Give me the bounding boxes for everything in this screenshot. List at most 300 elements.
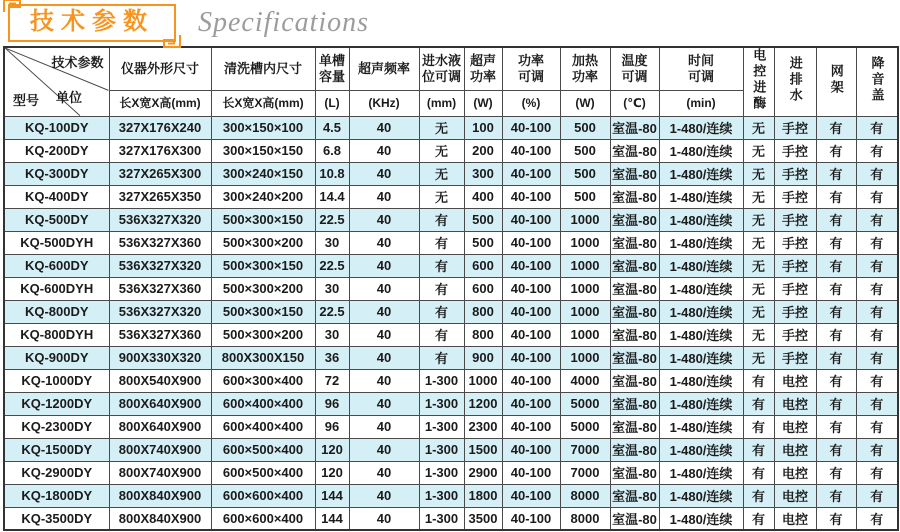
value-cell: 手控 bbox=[774, 231, 816, 254]
value-cell: 1-480/连续 bbox=[659, 185, 743, 208]
col-header-capacity: 单槽 容量 bbox=[315, 47, 349, 90]
col-header-power-adjust: 功率 可调 bbox=[502, 47, 560, 90]
value-cell: 室温-80 bbox=[610, 484, 659, 507]
diagonal-corner-cell bbox=[4, 47, 109, 116]
value-cell: 室温-80 bbox=[610, 139, 659, 162]
model-cell: KQ-1800DY bbox=[4, 484, 109, 507]
value-cell: 1-480/连续 bbox=[659, 323, 743, 346]
value-cell: 40 bbox=[349, 369, 419, 392]
value-cell: 300×240×200 bbox=[211, 185, 315, 208]
value-cell: 有 bbox=[856, 208, 898, 231]
value-cell: 96 bbox=[315, 392, 349, 415]
col-header-enzyme-control: 电控进酶 bbox=[743, 47, 774, 116]
value-cell: 1-300 bbox=[419, 484, 464, 507]
value-cell: 有 bbox=[856, 461, 898, 484]
value-cell: 72 bbox=[315, 369, 349, 392]
value-cell: 无 bbox=[743, 208, 774, 231]
value-cell: 30 bbox=[315, 323, 349, 346]
value-cell: 120 bbox=[315, 461, 349, 484]
value-cell: 40-100 bbox=[502, 484, 560, 507]
table-row bbox=[4, 208, 898, 231]
value-cell: 电控 bbox=[774, 507, 816, 530]
value-cell: 327X265X350 bbox=[109, 185, 211, 208]
value-cell: 327X176X240 bbox=[109, 116, 211, 139]
value-cell: 500×300×200 bbox=[211, 277, 315, 300]
corner-label-unit: 单位 bbox=[56, 90, 83, 105]
value-cell: 有 bbox=[856, 162, 898, 185]
value-cell: 1-300 bbox=[419, 369, 464, 392]
value-cell: 40 bbox=[349, 438, 419, 461]
col-header-tank-size: 清洗槽内尺寸 bbox=[211, 47, 315, 90]
value-cell: 无 bbox=[419, 139, 464, 162]
value-cell: 有 bbox=[743, 369, 774, 392]
unit-frequency: (KHz) bbox=[349, 90, 419, 116]
model-cell: KQ-900DY bbox=[4, 346, 109, 369]
value-cell: 手控 bbox=[774, 208, 816, 231]
value-cell: 327X265X300 bbox=[109, 162, 211, 185]
value-cell: 有 bbox=[743, 415, 774, 438]
value-cell: 800X840X900 bbox=[109, 507, 211, 530]
value-cell: 电控 bbox=[774, 438, 816, 461]
value-cell: 40 bbox=[349, 185, 419, 208]
value-cell: 30 bbox=[315, 231, 349, 254]
value-cell: 无 bbox=[419, 116, 464, 139]
table-row bbox=[4, 231, 898, 254]
value-cell: 1-300 bbox=[419, 438, 464, 461]
table-row bbox=[4, 300, 898, 323]
value-cell: 无 bbox=[743, 277, 774, 300]
value-cell: 有 bbox=[743, 507, 774, 530]
value-cell: 手控 bbox=[774, 185, 816, 208]
value-cell: 900 bbox=[464, 346, 502, 369]
value-cell: 300×150×150 bbox=[211, 139, 315, 162]
value-cell: 有 bbox=[856, 139, 898, 162]
value-cell: 4000 bbox=[560, 369, 610, 392]
value-cell: 1000 bbox=[560, 323, 610, 346]
value-cell: 500×300×150 bbox=[211, 208, 315, 231]
value-cell: 有 bbox=[816, 323, 856, 346]
col-header-temp-adjust: 温度 可调 bbox=[610, 47, 659, 90]
value-cell: 327X176X300 bbox=[109, 139, 211, 162]
model-cell: KQ-2300DY bbox=[4, 415, 109, 438]
model-cell: KQ-200DY bbox=[4, 139, 109, 162]
value-cell: 40-100 bbox=[502, 277, 560, 300]
table-row bbox=[4, 369, 898, 392]
value-cell: 1-480/连续 bbox=[659, 438, 743, 461]
value-cell: 无 bbox=[743, 162, 774, 185]
value-cell: 4.5 bbox=[315, 116, 349, 139]
value-cell: 1500 bbox=[464, 438, 502, 461]
value-cell: 有 bbox=[419, 346, 464, 369]
value-cell: 40 bbox=[349, 323, 419, 346]
unit-outer-size: 长X宽X高(mm) bbox=[109, 90, 211, 116]
value-cell: 1-480/连续 bbox=[659, 277, 743, 300]
model-cell: KQ-600DYH bbox=[4, 277, 109, 300]
value-cell: 40 bbox=[349, 139, 419, 162]
value-cell: 1000 bbox=[560, 208, 610, 231]
value-cell: 室温-80 bbox=[610, 277, 659, 300]
value-cell: 40 bbox=[349, 461, 419, 484]
value-cell: 3500 bbox=[464, 507, 502, 530]
unit-tank-size: 长X宽X高(mm) bbox=[211, 90, 315, 116]
table-row bbox=[4, 438, 898, 461]
value-cell: 200 bbox=[464, 139, 502, 162]
value-cell: 无 bbox=[419, 162, 464, 185]
model-cell: KQ-500DYH bbox=[4, 231, 109, 254]
value-cell: 有 bbox=[856, 415, 898, 438]
value-cell: 800X640X900 bbox=[109, 392, 211, 415]
unit-time-adjust: (min) bbox=[659, 90, 743, 116]
page-title: 技术参数 bbox=[30, 8, 154, 35]
value-cell: 1000 bbox=[560, 300, 610, 323]
value-cell: 有 bbox=[743, 484, 774, 507]
value-cell: 500 bbox=[464, 208, 502, 231]
value-cell: 手控 bbox=[774, 254, 816, 277]
value-cell: 40-100 bbox=[502, 415, 560, 438]
value-cell: 手控 bbox=[774, 300, 816, 323]
value-cell: 手控 bbox=[774, 139, 816, 162]
value-cell: 有 bbox=[856, 392, 898, 415]
col-header-drainage: 进排水 bbox=[774, 47, 816, 116]
value-cell: 1-480/连续 bbox=[659, 369, 743, 392]
value-cell: 40 bbox=[349, 415, 419, 438]
model-cell: KQ-600DY bbox=[4, 254, 109, 277]
value-cell: 40 bbox=[349, 277, 419, 300]
value-cell: 有 bbox=[856, 369, 898, 392]
value-cell: 室温-80 bbox=[610, 461, 659, 484]
page-subtitle: Specifications bbox=[198, 7, 370, 38]
value-cell: 40-100 bbox=[502, 116, 560, 139]
value-cell: 500 bbox=[560, 116, 610, 139]
value-cell: 800X740X900 bbox=[109, 461, 211, 484]
unit-heating-power: (W) bbox=[560, 90, 610, 116]
value-cell: 500 bbox=[560, 162, 610, 185]
value-cell: 有 bbox=[419, 208, 464, 231]
value-cell: 500 bbox=[464, 231, 502, 254]
value-cell: 144 bbox=[315, 484, 349, 507]
value-cell: 500×300×150 bbox=[211, 300, 315, 323]
value-cell: 有 bbox=[419, 323, 464, 346]
model-cell: KQ-500DY bbox=[4, 208, 109, 231]
value-cell: 1-300 bbox=[419, 415, 464, 438]
table-row bbox=[4, 162, 898, 185]
value-cell: 7000 bbox=[560, 461, 610, 484]
model-cell: KQ-800DYH bbox=[4, 323, 109, 346]
value-cell: 电控 bbox=[774, 369, 816, 392]
col-header-outer-size: 仪器外形尺寸 bbox=[109, 47, 211, 90]
value-cell: 7000 bbox=[560, 438, 610, 461]
value-cell: 536X327X320 bbox=[109, 254, 211, 277]
value-cell: 8000 bbox=[560, 507, 610, 530]
value-cell: 有 bbox=[816, 139, 856, 162]
value-cell: 600×500×400 bbox=[211, 461, 315, 484]
value-cell: 无 bbox=[743, 139, 774, 162]
value-cell: 96 bbox=[315, 415, 349, 438]
col-header-heating-power: 加热 功率 bbox=[560, 47, 610, 90]
value-cell: 手控 bbox=[774, 346, 816, 369]
value-cell: 40-100 bbox=[502, 139, 560, 162]
value-cell: 室温-80 bbox=[610, 369, 659, 392]
value-cell: 有 bbox=[816, 415, 856, 438]
value-cell: 800X840X900 bbox=[109, 484, 211, 507]
value-cell: 1-480/连续 bbox=[659, 208, 743, 231]
value-cell: 40 bbox=[349, 231, 419, 254]
value-cell: 536X327X360 bbox=[109, 231, 211, 254]
value-cell: 10.8 bbox=[315, 162, 349, 185]
value-cell: 40-100 bbox=[502, 461, 560, 484]
value-cell: 40 bbox=[349, 346, 419, 369]
value-cell: 1-300 bbox=[419, 392, 464, 415]
model-cell: KQ-400DY bbox=[4, 185, 109, 208]
value-cell: 无 bbox=[743, 185, 774, 208]
value-cell: 有 bbox=[816, 346, 856, 369]
value-cell: 有 bbox=[419, 254, 464, 277]
value-cell: 40 bbox=[349, 162, 419, 185]
specifications-table bbox=[3, 46, 899, 531]
value-cell: 电控 bbox=[774, 415, 816, 438]
table-row bbox=[4, 277, 898, 300]
value-cell: 1-480/连续 bbox=[659, 461, 743, 484]
model-cell: KQ-2900DY bbox=[4, 461, 109, 484]
table-row bbox=[4, 346, 898, 369]
value-cell: 有 bbox=[816, 116, 856, 139]
value-cell: 40-100 bbox=[502, 369, 560, 392]
corner-ornament-icon bbox=[163, 34, 181, 49]
value-cell: 有 bbox=[816, 185, 856, 208]
value-cell: 有 bbox=[856, 507, 898, 530]
value-cell: 800X740X900 bbox=[109, 438, 211, 461]
value-cell: 400 bbox=[464, 185, 502, 208]
value-cell: 室温-80 bbox=[610, 438, 659, 461]
value-cell: 14.4 bbox=[315, 185, 349, 208]
table-row bbox=[4, 461, 898, 484]
value-cell: 100 bbox=[464, 116, 502, 139]
value-cell: 有 bbox=[856, 277, 898, 300]
value-cell: 40 bbox=[349, 116, 419, 139]
value-cell: 1-480/连续 bbox=[659, 231, 743, 254]
value-cell: 无 bbox=[743, 254, 774, 277]
value-cell: 有 bbox=[816, 392, 856, 415]
unit-ultrasonic-power: (W) bbox=[464, 90, 502, 116]
value-cell: 1-480/连续 bbox=[659, 162, 743, 185]
value-cell: 有 bbox=[856, 231, 898, 254]
corner-ornament-icon bbox=[3, 0, 21, 13]
value-cell: 1000 bbox=[560, 254, 610, 277]
value-cell: 40 bbox=[349, 208, 419, 231]
value-cell: 500×300×150 bbox=[211, 254, 315, 277]
value-cell: 手控 bbox=[774, 323, 816, 346]
value-cell: 500 bbox=[560, 185, 610, 208]
value-cell: 40-100 bbox=[502, 254, 560, 277]
value-cell: 600×500×400 bbox=[211, 438, 315, 461]
value-cell: 室温-80 bbox=[610, 231, 659, 254]
value-cell: 536X327X320 bbox=[109, 208, 211, 231]
value-cell: 1200 bbox=[464, 392, 502, 415]
value-cell: 1000 bbox=[560, 346, 610, 369]
value-cell: 40-100 bbox=[502, 323, 560, 346]
value-cell: 900X330X320 bbox=[109, 346, 211, 369]
value-cell: 40-100 bbox=[502, 185, 560, 208]
value-cell: 有 bbox=[816, 254, 856, 277]
value-cell: 有 bbox=[816, 484, 856, 507]
value-cell: 室温-80 bbox=[610, 254, 659, 277]
unit-capacity: (L) bbox=[315, 90, 349, 116]
value-cell: 600×600×400 bbox=[211, 507, 315, 530]
value-cell: 室温-80 bbox=[610, 162, 659, 185]
table-row bbox=[4, 392, 898, 415]
value-cell: 有 bbox=[856, 438, 898, 461]
table-row bbox=[4, 116, 898, 139]
value-cell: 536X327X360 bbox=[109, 277, 211, 300]
value-cell: 有 bbox=[419, 277, 464, 300]
value-cell: 40 bbox=[349, 484, 419, 507]
value-cell: 1-300 bbox=[419, 507, 464, 530]
value-cell: 1-480/连续 bbox=[659, 507, 743, 530]
value-cell: 40-100 bbox=[502, 162, 560, 185]
value-cell: 无 bbox=[743, 346, 774, 369]
value-cell: 有 bbox=[816, 231, 856, 254]
value-cell: 40 bbox=[349, 392, 419, 415]
value-cell: 电控 bbox=[774, 484, 816, 507]
unit-temp-adjust: (℃) bbox=[610, 90, 659, 116]
value-cell: 600×400×400 bbox=[211, 392, 315, 415]
value-cell: 有 bbox=[816, 277, 856, 300]
unit-water-level: (mm) bbox=[419, 90, 464, 116]
value-cell: 有 bbox=[856, 254, 898, 277]
table-row bbox=[4, 484, 898, 507]
table-header bbox=[4, 47, 898, 116]
value-cell: 1-480/连续 bbox=[659, 254, 743, 277]
value-cell: 有 bbox=[856, 323, 898, 346]
value-cell: 30 bbox=[315, 277, 349, 300]
value-cell: 600×400×400 bbox=[211, 415, 315, 438]
value-cell: 1000 bbox=[560, 277, 610, 300]
value-cell: 无 bbox=[419, 185, 464, 208]
col-header-ultrasonic-power: 超声 功率 bbox=[464, 47, 502, 90]
value-cell: 800X640X900 bbox=[109, 415, 211, 438]
page-title-box bbox=[8, 4, 176, 42]
value-cell: 有 bbox=[816, 369, 856, 392]
value-cell: 536X327X360 bbox=[109, 323, 211, 346]
value-cell: 5000 bbox=[560, 415, 610, 438]
value-cell: 120 bbox=[315, 438, 349, 461]
value-cell: 有 bbox=[419, 300, 464, 323]
value-cell: 有 bbox=[743, 438, 774, 461]
value-cell: 室温-80 bbox=[610, 116, 659, 139]
value-cell: 有 bbox=[816, 438, 856, 461]
value-cell: 有 bbox=[816, 208, 856, 231]
value-cell: 有 bbox=[743, 461, 774, 484]
value-cell: 40-100 bbox=[502, 346, 560, 369]
value-cell: 电控 bbox=[774, 461, 816, 484]
table-row bbox=[4, 139, 898, 162]
value-cell: 有 bbox=[816, 507, 856, 530]
col-header-water-level: 进水液 位可调 bbox=[419, 47, 464, 90]
value-cell: 有 bbox=[856, 346, 898, 369]
value-cell: 300×240×150 bbox=[211, 162, 315, 185]
value-cell: 室温-80 bbox=[610, 300, 659, 323]
value-cell: 有 bbox=[816, 300, 856, 323]
value-cell: 600 bbox=[464, 277, 502, 300]
value-cell: 500×300×200 bbox=[211, 323, 315, 346]
value-cell: 300 bbox=[464, 162, 502, 185]
value-cell: 40-100 bbox=[502, 208, 560, 231]
value-cell: 36 bbox=[315, 346, 349, 369]
value-cell: 手控 bbox=[774, 277, 816, 300]
value-cell: 1-480/连续 bbox=[659, 415, 743, 438]
value-cell: 800 bbox=[464, 323, 502, 346]
value-cell: 室温-80 bbox=[610, 415, 659, 438]
table-row bbox=[4, 323, 898, 346]
corner-label-model: 型号 bbox=[13, 93, 40, 108]
header-label-row bbox=[4, 47, 898, 90]
value-cell: 2900 bbox=[464, 461, 502, 484]
value-cell: 1-480/连续 bbox=[659, 484, 743, 507]
value-cell: 室温-80 bbox=[610, 208, 659, 231]
value-cell: 40-100 bbox=[502, 300, 560, 323]
value-cell: 1000 bbox=[560, 231, 610, 254]
value-cell: 800X300X150 bbox=[211, 346, 315, 369]
value-cell: 1-480/连续 bbox=[659, 116, 743, 139]
value-cell: 1-480/连续 bbox=[659, 300, 743, 323]
table-row bbox=[4, 415, 898, 438]
value-cell: 800X540X900 bbox=[109, 369, 211, 392]
value-cell: 600×300×400 bbox=[211, 369, 315, 392]
corner-label-parameters: 技术参数 bbox=[51, 55, 104, 70]
value-cell: 无 bbox=[743, 300, 774, 323]
value-cell: 室温-80 bbox=[610, 185, 659, 208]
value-cell: 室温-80 bbox=[610, 323, 659, 346]
value-cell: 22.5 bbox=[315, 208, 349, 231]
col-header-basket: 网架 bbox=[816, 47, 856, 116]
value-cell: 600×600×400 bbox=[211, 484, 315, 507]
value-cell: 有 bbox=[816, 162, 856, 185]
value-cell: 1-480/连续 bbox=[659, 392, 743, 415]
value-cell: 有 bbox=[856, 116, 898, 139]
col-header-noise-cover: 降音盖 bbox=[856, 47, 898, 116]
value-cell: 有 bbox=[419, 231, 464, 254]
value-cell: 1-480/连续 bbox=[659, 139, 743, 162]
value-cell: 有 bbox=[856, 300, 898, 323]
value-cell: 5000 bbox=[560, 392, 610, 415]
model-cell: KQ-100DY bbox=[4, 116, 109, 139]
col-header-frequency: 超声频率 bbox=[349, 47, 419, 90]
model-cell: KQ-300DY bbox=[4, 162, 109, 185]
value-cell: 1-300 bbox=[419, 461, 464, 484]
value-cell: 40-100 bbox=[502, 507, 560, 530]
model-cell: KQ-3500DY bbox=[4, 507, 109, 530]
value-cell: 室温-80 bbox=[610, 392, 659, 415]
unit-power-adjust: (%) bbox=[502, 90, 560, 116]
col-header-time-adjust: 时间 可调 bbox=[659, 47, 743, 90]
model-cell: KQ-1500DY bbox=[4, 438, 109, 461]
value-cell: 40 bbox=[349, 254, 419, 277]
value-cell: 2300 bbox=[464, 415, 502, 438]
value-cell: 40 bbox=[349, 507, 419, 530]
value-cell: 40-100 bbox=[502, 392, 560, 415]
value-cell: 无 bbox=[743, 231, 774, 254]
value-cell: 1-480/连续 bbox=[659, 346, 743, 369]
table-row bbox=[4, 254, 898, 277]
value-cell: 800 bbox=[464, 300, 502, 323]
value-cell: 无 bbox=[743, 323, 774, 346]
value-cell: 1000 bbox=[464, 369, 502, 392]
value-cell: 室温-80 bbox=[610, 507, 659, 530]
table-body bbox=[4, 116, 898, 530]
value-cell: 500 bbox=[560, 139, 610, 162]
value-cell: 40-100 bbox=[502, 438, 560, 461]
value-cell: 500×300×200 bbox=[211, 231, 315, 254]
